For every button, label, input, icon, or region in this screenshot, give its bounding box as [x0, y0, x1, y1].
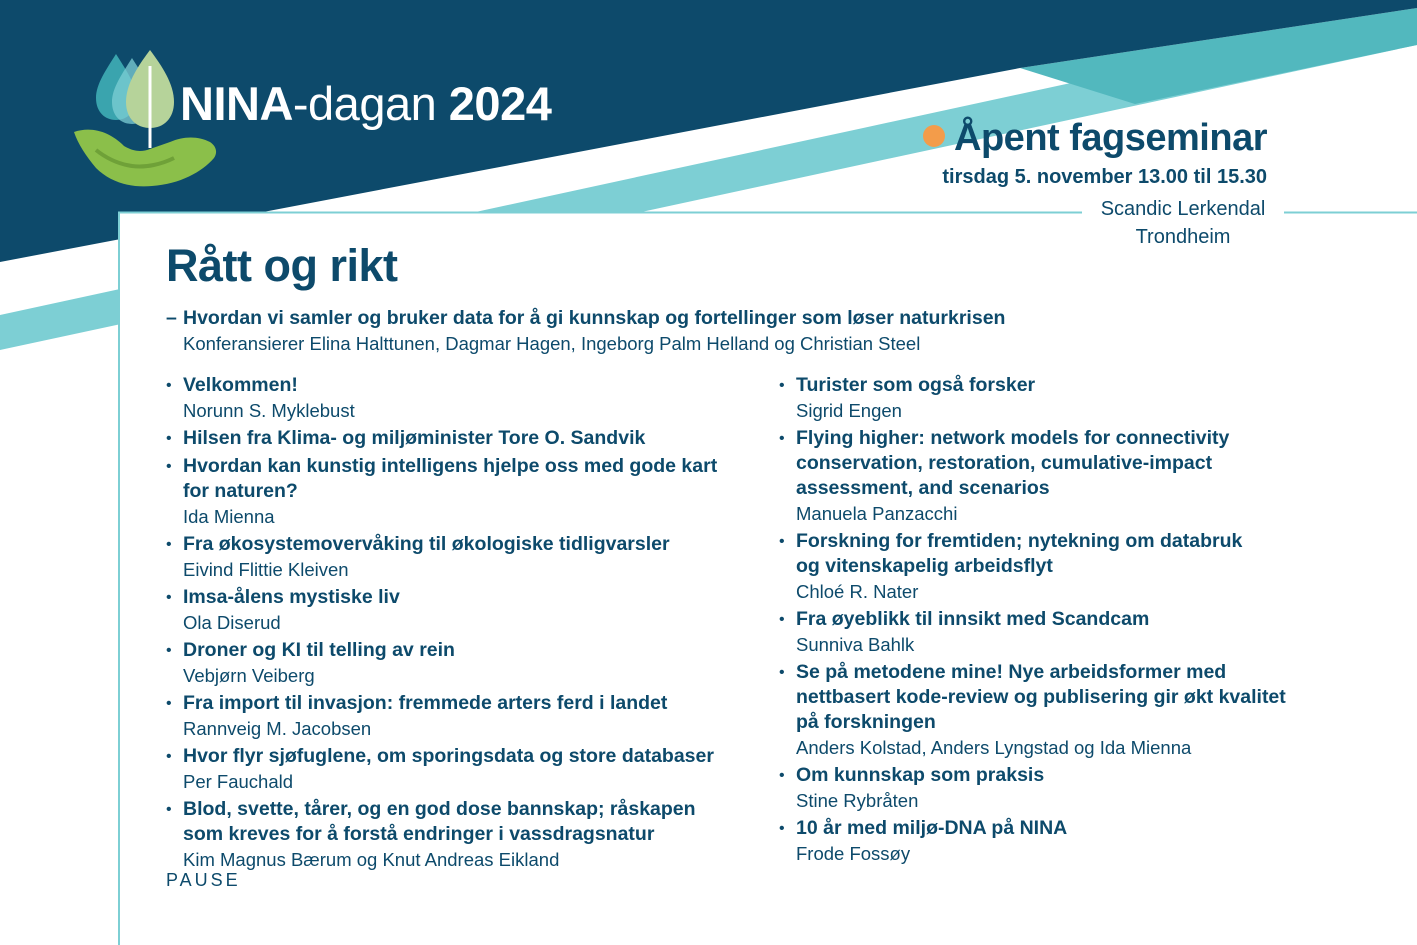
program-item-title: • Hilsen fra Klima- og miljøminister Tore O. Sandvik [183, 427, 646, 449]
program-item-title: • Forskning for fremtiden; nytekning om databruk og vitenskapelig arbeidsflyt [796, 530, 1243, 577]
hand-shape [74, 130, 216, 187]
seminar-info [923, 116, 1267, 190]
program-item-speaker: Kim Magnus Bærum og Knut Andreas Eikland [183, 849, 560, 870]
program-item [779, 660, 1339, 760]
brand-suffix: -dagan [292, 77, 449, 130]
program-item-speaker: Chloé R. Nater [796, 581, 919, 602]
program-item-speaker: Eivind Flittie Kleiven [183, 559, 349, 580]
program-item [166, 638, 746, 688]
seminar-title-row [923, 116, 1267, 160]
program-item-title: • Fra import til invasjon: fremmede arters ferd i landet [183, 692, 668, 714]
page-title: Rått og rikt [166, 240, 398, 291]
program-item [166, 454, 746, 529]
program-item [166, 691, 746, 741]
program-item [779, 373, 1339, 423]
hosts-line: Konferansierer Elina Halttunen, Dagmar Hagen, Ingeborg Palm Helland og Christian Steel [183, 333, 921, 354]
program-item [166, 585, 746, 635]
program-item-speaker: Rannveig M. Jacobsen [183, 718, 372, 739]
seminar-venue [1082, 195, 1284, 251]
program-item [166, 373, 746, 423]
program-item-title: • Flying higher: network models for connectivity conservation, restoration, cumulative-impact assessment, and scenarios [796, 427, 1230, 499]
program-item-speaker: Sunniva Bahlk [796, 634, 915, 655]
program-item [779, 816, 1339, 866]
program-item-title: • 10 år med miljø-DNA på NINA [796, 817, 1068, 839]
program-item-speaker: Ola Diserud [183, 612, 281, 633]
program-item [166, 426, 746, 451]
subtitle-dash: – [166, 307, 177, 329]
program-item-title: • Imsa-ålens mystiske liv [183, 586, 400, 608]
program-item-title: • Hvor flyr sjøfuglene, om sporingsdata og store databaser [183, 745, 714, 767]
program-item-title: • Hvordan kan kunstig intelligens hjelpe oss med gode kart for naturen? [183, 455, 718, 502]
program-item-speaker: Manuela Panzacchi [796, 503, 958, 524]
program-item-speaker: Frode Fossøy [796, 843, 911, 864]
program-item-title: • Turister som også forsker [796, 374, 1036, 396]
program-item-speaker: Per Fauchald [183, 771, 294, 792]
program-item-title: • Se på metodene mine! Nye arbeidsformer med nettbasert kode-review og publisering gir økt kvalitet på forskningen [796, 661, 1286, 733]
program-item-title: • Fra øyeblikk til innsikt med Scandcam [796, 608, 1150, 630]
page-subtitle [166, 305, 1005, 331]
program-item-speaker: Anders Kolstad, Anders Lyngstad og Ida Mienna [796, 737, 1192, 758]
subtitle-text: Hvordan vi samler og bruker data for å gi kunnskap og fortellinger som løser naturkrisen [183, 307, 1006, 329]
orange-dot-icon [923, 125, 945, 147]
program-item-title: • Om kunnskap som praksis [796, 764, 1045, 786]
program-item-title: • Blod, svette, tårer, og en god dose bannskap; råskapen som kreves for å forstå endringer i vassdragsnatur [183, 798, 696, 845]
program-item-title: • Fra økosystemovervåking til økologiske tidligvarsler [183, 533, 670, 555]
program-item [166, 744, 746, 794]
brand-name: NINA [180, 77, 293, 130]
venue-city: Trondheim [1135, 226, 1231, 248]
seminar-datetime: tirsdag 5. november 13.00 til 15.30 [942, 166, 1267, 188]
program-item-title: • Velkommen! [183, 374, 298, 396]
pause-label: PAUSE [166, 870, 241, 890]
program-item [779, 607, 1339, 657]
program-column-left [166, 373, 746, 875]
program-item [166, 532, 746, 582]
program-item-speaker: Norunn S. Myklebust [183, 400, 355, 421]
program-item-speaker: Vebjørn Veiberg [183, 665, 315, 686]
program-item [166, 797, 746, 872]
program-item [779, 763, 1339, 813]
program-item [779, 529, 1339, 604]
program-column-right [779, 373, 1339, 869]
program-item-title: • Droner og KI til telling av rein [183, 639, 455, 661]
program-item-speaker: Sigrid Engen [796, 400, 902, 421]
brand-year: 2024 [448, 77, 552, 130]
venue-name: Scandic Lerkendal [1100, 198, 1266, 220]
program-item [779, 426, 1339, 526]
seminar-title: Åpent fagseminar [954, 117, 1267, 159]
program-item-speaker: Ida Mienna [183, 506, 275, 527]
event-brand-title [180, 77, 552, 130]
program-item-speaker: Stine Rybråten [796, 790, 919, 811]
